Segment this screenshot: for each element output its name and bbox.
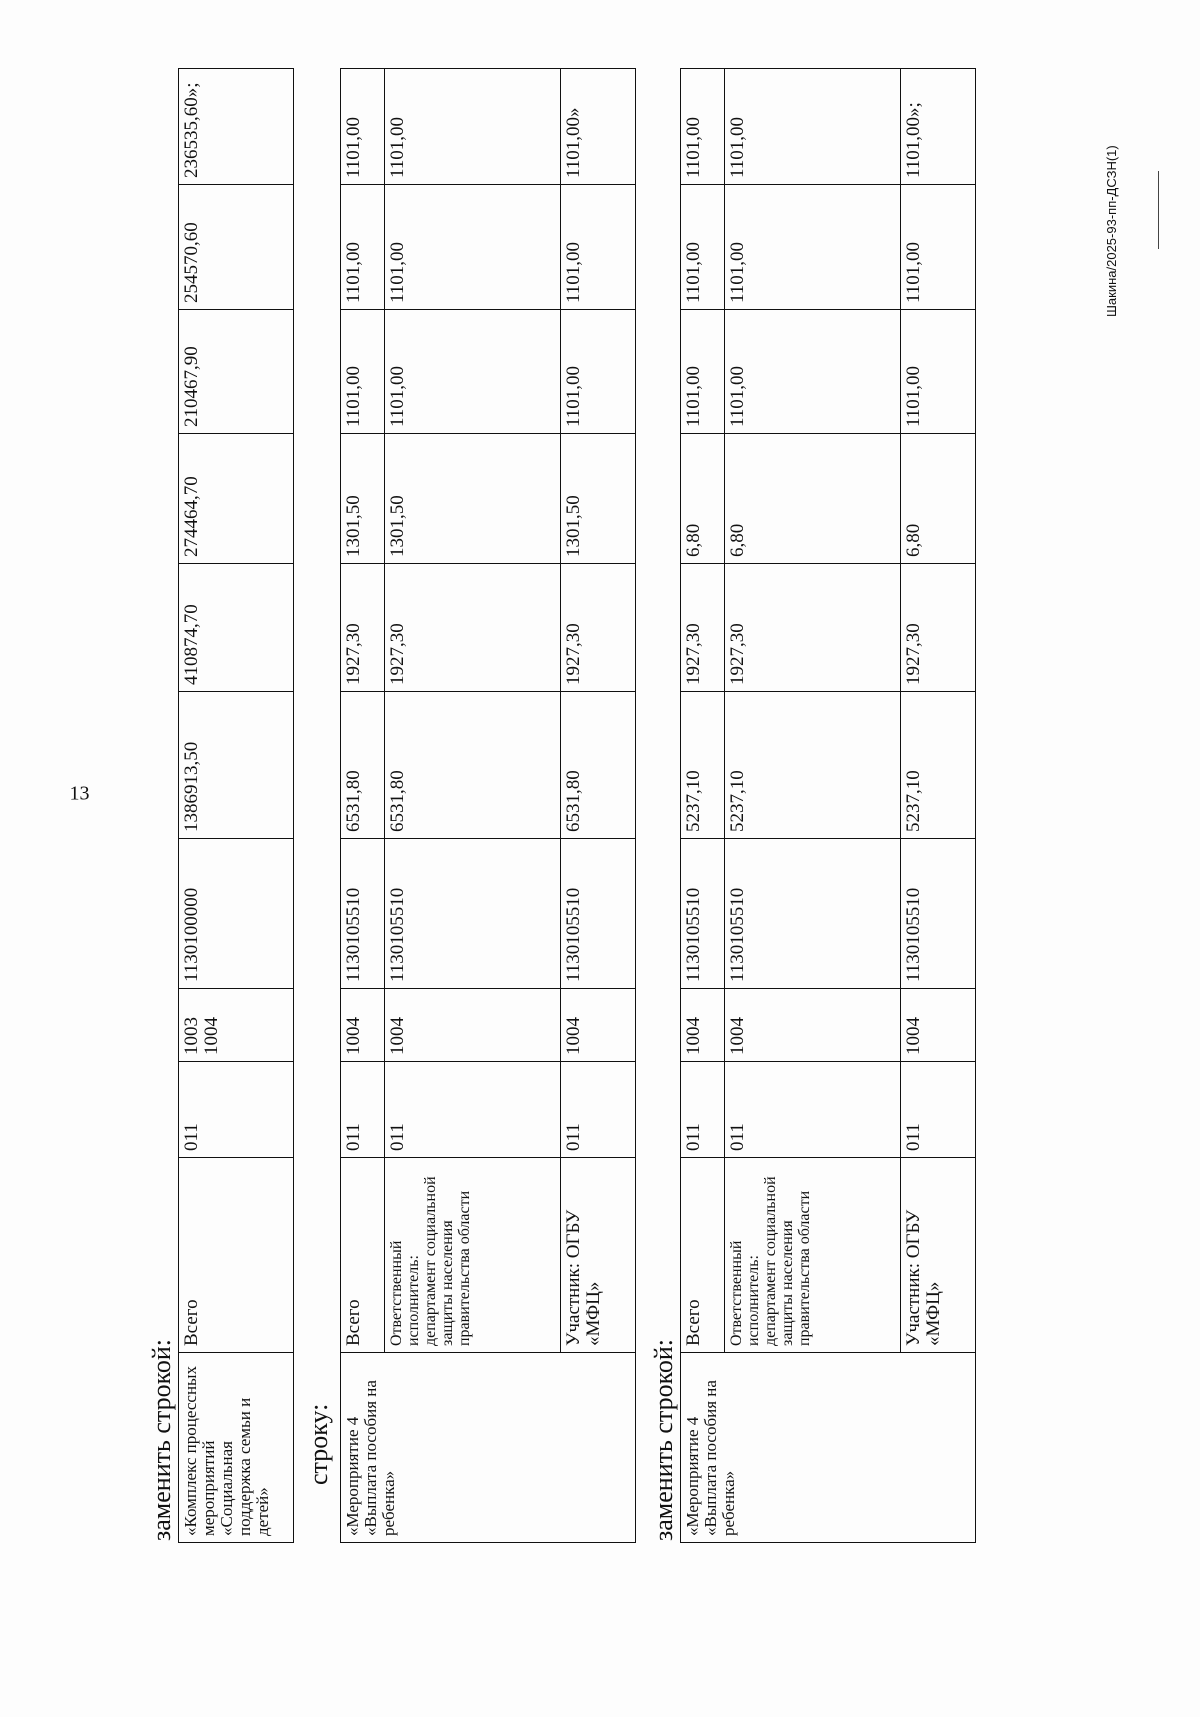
role-cell: Ответственный исполнитель: департамент социальной защиты населения правительства области: [385, 1158, 561, 1353]
value-cell: 1927,30: [681, 564, 725, 692]
instruction-replace-row-1: заменить строкой:: [147, 1338, 176, 1541]
role-cell: Участник: ОГБУ «МФЦ»: [561, 1158, 636, 1353]
value-cell: 1101,00: [341, 69, 385, 185]
value-total-cell: 1386913,50: [179, 692, 294, 839]
csr-cell: 1130105510: [681, 839, 725, 989]
value-cell: 1101,00: [681, 69, 725, 185]
rzpr-cell: 1004: [385, 989, 561, 1062]
role-cell: Ответственный исполнитель: департамент социальной защиты населения правительства области: [725, 1158, 901, 1353]
value-cell: 1101,00»;: [901, 69, 976, 185]
table-row: [179, 69, 294, 1543]
table-row: [901, 69, 976, 1543]
table-row: [561, 69, 636, 1543]
margin-rule: [1158, 171, 1159, 249]
value-cell: 1101,00: [561, 310, 636, 434]
table-complex-measures: [178, 68, 294, 1543]
page-number: 13: [69, 782, 90, 805]
value-cell: 6,80: [681, 434, 725, 564]
value-cell: 1927,30: [901, 564, 976, 692]
role-cell: Всего: [179, 1158, 294, 1353]
grbs-cell: 011: [341, 1062, 385, 1158]
measure-name-cell: «Мероприятие 4 «Выплата пособия на ребенка»: [681, 1353, 976, 1543]
grbs-cell: 011: [725, 1062, 901, 1158]
rzpr-cell: 1004: [901, 989, 976, 1062]
grbs-cell: 011: [561, 1062, 636, 1158]
value-cell: 274464,70: [179, 434, 294, 564]
role-cell: Участник: ОГБУ «МФЦ»: [901, 1158, 976, 1353]
instruction-row: строку:: [304, 1403, 333, 1485]
document-code: Шакина/2025-93-пп-ДСЗН(1): [1104, 145, 1119, 317]
value-cell: 1101,00: [725, 69, 901, 185]
value-cell: 254570,60: [179, 185, 294, 310]
value-cell: 1927,30: [561, 564, 636, 692]
complex-name-cell: «Комплекс процессных мероприятий «Социальная поддержка семьи и детей»: [179, 1353, 294, 1543]
value-cell: 1101,00: [681, 310, 725, 434]
table-current-row: [340, 68, 636, 1543]
value-cell: 1927,30: [341, 564, 385, 692]
value-total-cell: 6531,80: [385, 692, 561, 839]
value-cell: 1101,00: [901, 310, 976, 434]
value-total-cell: 6531,80: [341, 692, 385, 839]
value-total-cell: 5237,10: [681, 692, 725, 839]
value-cell: 1101,00: [561, 185, 636, 310]
value-cell: 1301,50: [561, 434, 636, 564]
csr-cell: 1130105510: [561, 839, 636, 989]
value-cell: 1101,00: [341, 185, 385, 310]
role-cell: Всего: [681, 1158, 725, 1353]
grbs-cell: 011: [681, 1062, 725, 1158]
value-cell: 1101,00: [385, 69, 561, 185]
value-cell: 1101,00: [385, 310, 561, 434]
value-cell: 1101,00: [681, 185, 725, 310]
value-cell: 1301,50: [341, 434, 385, 564]
value-cell: 1927,30: [385, 564, 561, 692]
value-cell: 6,80: [725, 434, 901, 564]
value-cell: 1101,00: [341, 310, 385, 434]
value-cell: 1101,00: [385, 185, 561, 310]
rzpr-cell: 1003 1004: [179, 989, 294, 1062]
value-cell: 1101,00: [725, 185, 901, 310]
grbs-cell: 011: [385, 1062, 561, 1158]
value-cell: 1101,00: [725, 310, 901, 434]
csr-cell: 1130105510: [725, 839, 901, 989]
value-cell: 1927,30: [725, 564, 901, 692]
rzpr-cell: 1004: [561, 989, 636, 1062]
role-cell: Всего: [341, 1158, 385, 1353]
value-cell: 6,80: [901, 434, 976, 564]
csr-cell: 1130100000: [179, 839, 294, 989]
measure-name-cell: «Мероприятие 4 «Выплата пособия на ребенка»: [341, 1353, 636, 1543]
grbs-cell: 011: [901, 1062, 976, 1158]
table-row: [385, 69, 561, 1543]
rzpr-cell: 1004: [341, 989, 385, 1062]
value-cell: 1101,00»: [561, 69, 636, 185]
rzpr-cell: 1004: [725, 989, 901, 1062]
value-total-cell: 6531,80: [561, 692, 636, 839]
csr-cell: 1130105510: [341, 839, 385, 989]
table-row: [681, 69, 725, 1543]
csr-cell: 1130105510: [901, 839, 976, 989]
table-new-row: [680, 68, 976, 1543]
value-total-cell: 5237,10: [901, 692, 976, 839]
value-cell: 236535,60»;: [179, 69, 294, 185]
csr-cell: 1130105510: [385, 839, 561, 989]
value-cell: 1301,50: [385, 434, 561, 564]
value-cell: 410874,70: [179, 564, 294, 692]
instruction-replace-row-2: заменить строкой:: [649, 1338, 678, 1541]
value-cell: 1101,00: [901, 185, 976, 310]
grbs-cell: 011: [179, 1062, 294, 1158]
value-cell: 210467,90: [179, 310, 294, 434]
table-row: [725, 69, 901, 1543]
value-total-cell: 5237,10: [725, 692, 901, 839]
table-row: [341, 69, 385, 1543]
rzpr-cell: 1004: [681, 989, 725, 1062]
